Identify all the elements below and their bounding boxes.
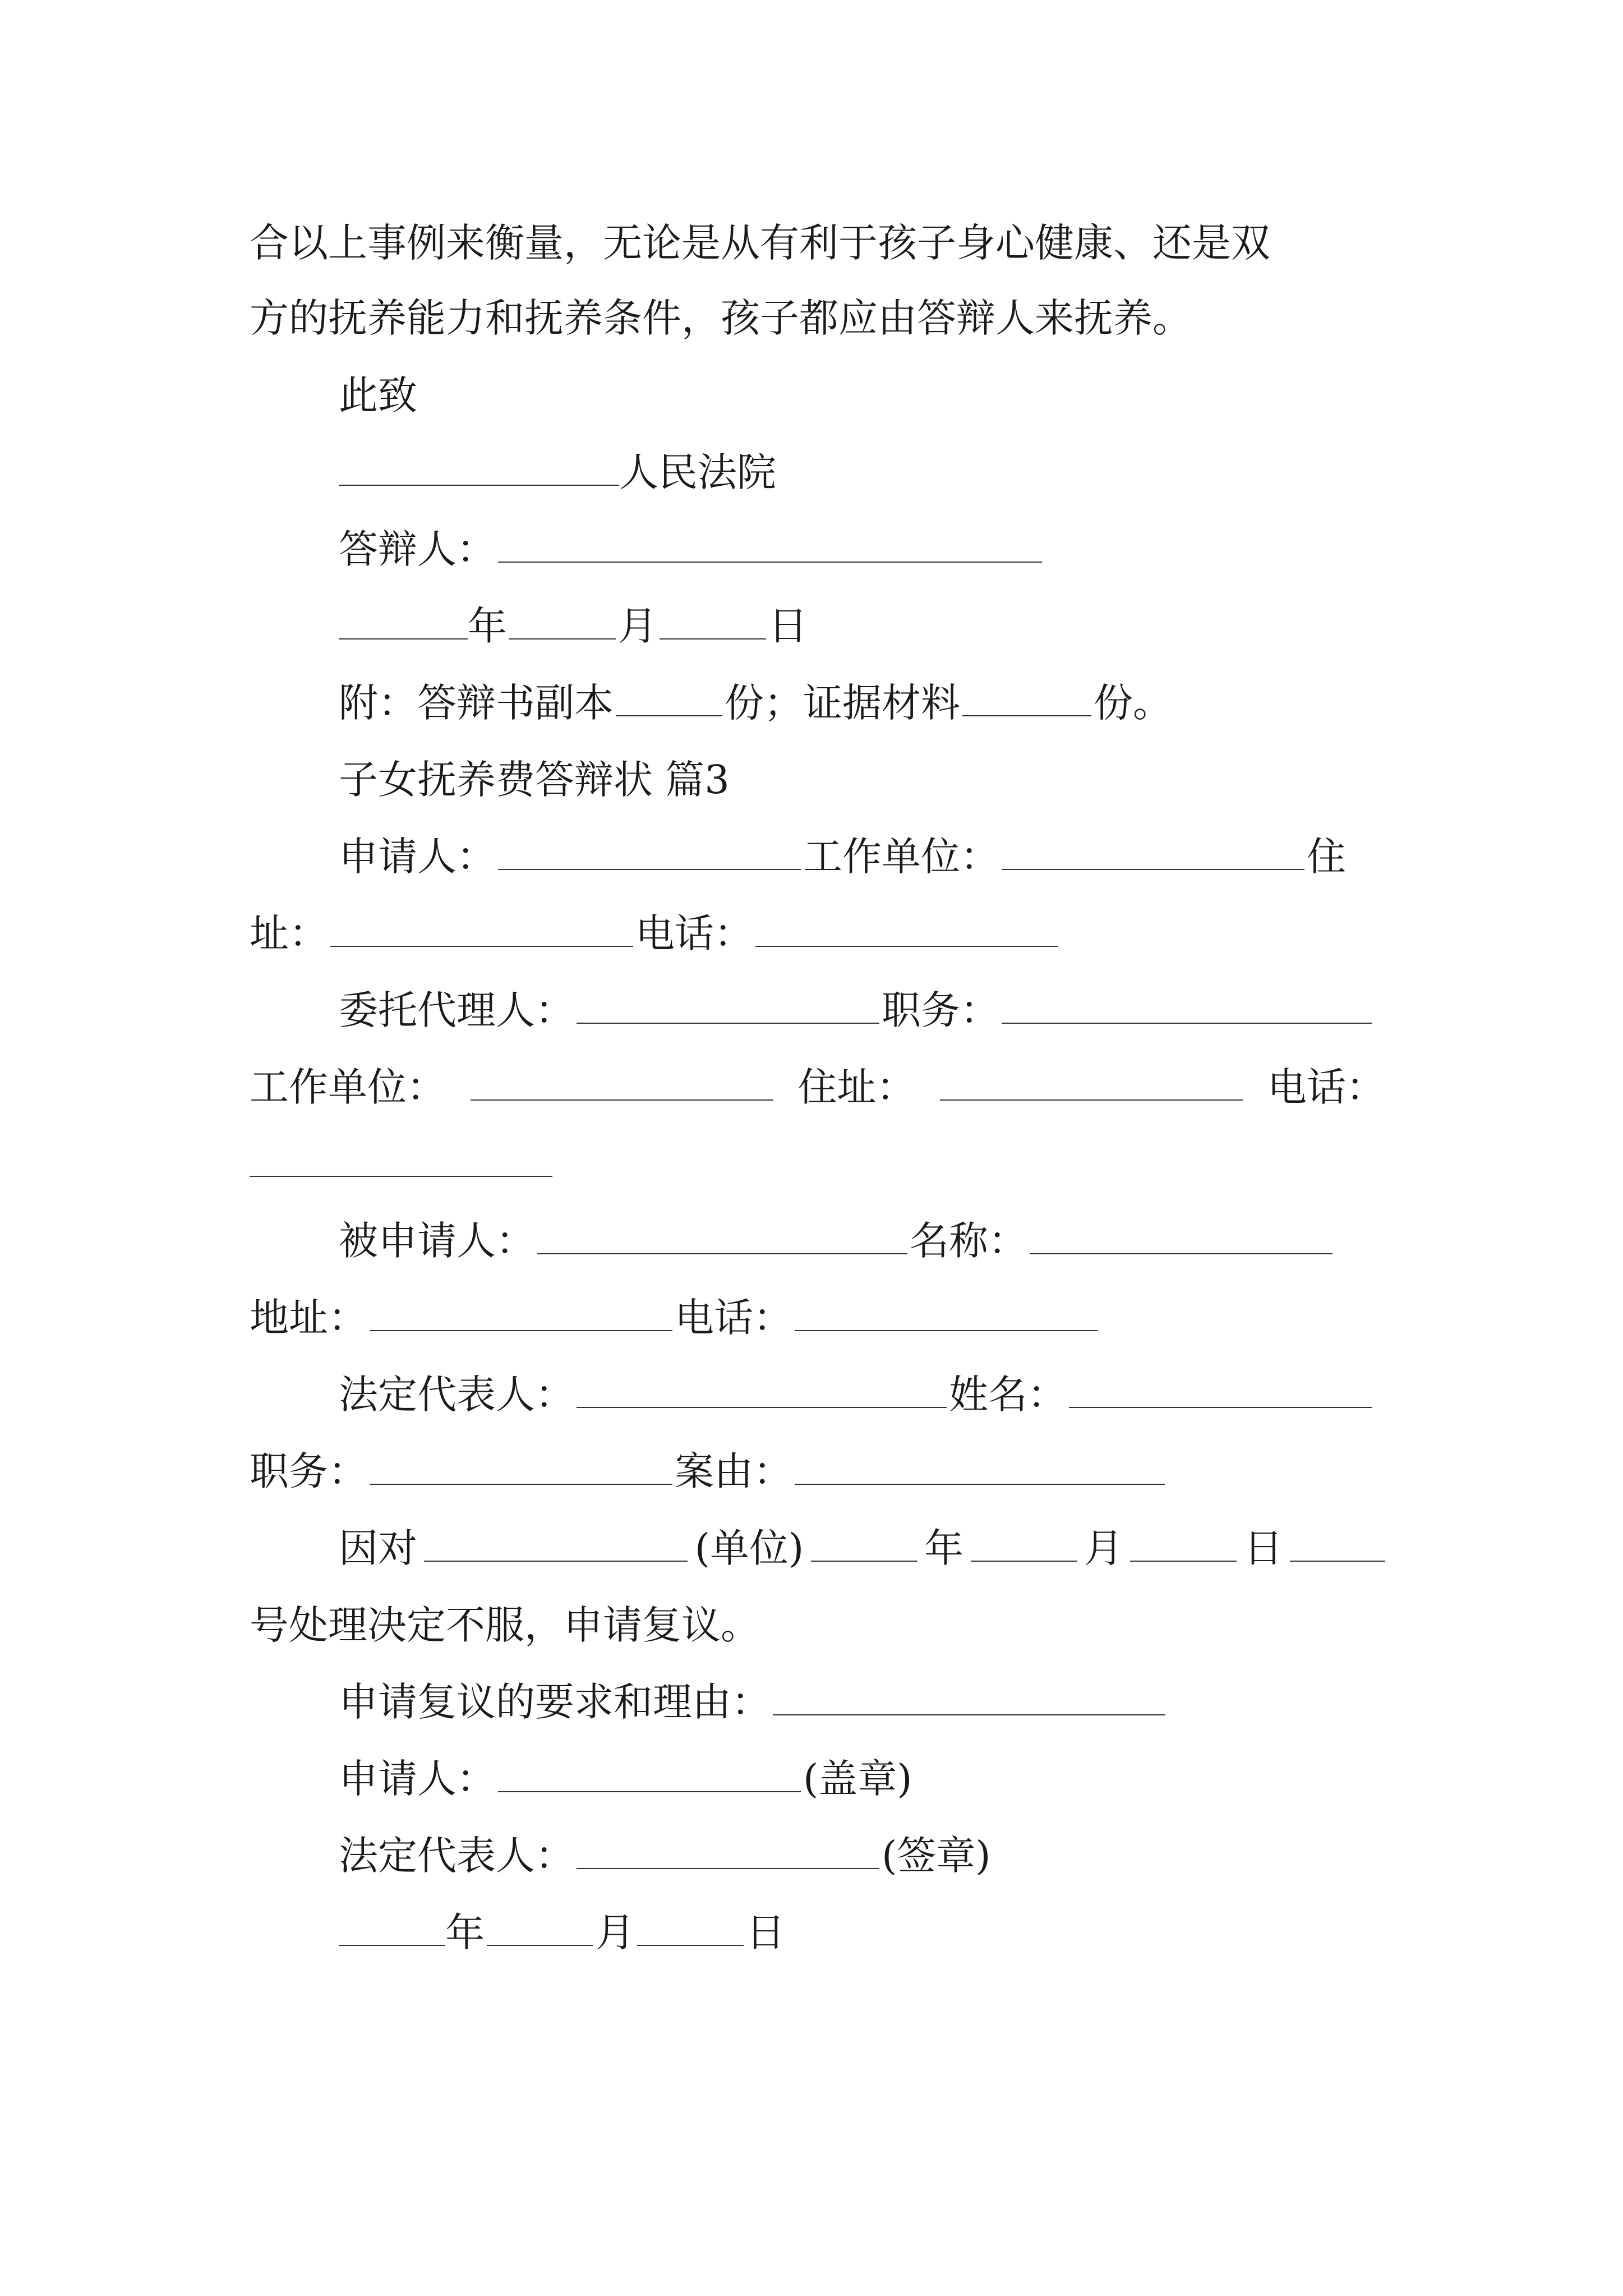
section-title-text: 子女抚养费答辩状 篇3 xyxy=(339,757,730,803)
agent-address-label: 住址： xyxy=(797,1064,916,1110)
evidence-blank[interactable] xyxy=(962,684,1091,716)
salutation-text: 此致 xyxy=(339,372,417,418)
sign-applicant-line xyxy=(339,1756,1385,1802)
court-name-blank[interactable] xyxy=(339,453,619,486)
respondent-line xyxy=(339,1218,1385,1264)
resp-address-blank[interactable] xyxy=(370,1299,672,1331)
day-label: 日 xyxy=(768,603,808,649)
decision-number-blank[interactable] xyxy=(1290,1529,1385,1562)
decision-text: 号处理决定不服，申请复议。 xyxy=(250,1602,760,1648)
agent-label: 委托代理人： xyxy=(339,987,574,1033)
rep-position-blank[interactable] xyxy=(370,1452,672,1485)
attachment-middle: 份；证据材料 xyxy=(725,680,960,726)
agent-details-line xyxy=(250,1064,1385,1110)
applicant-address-line xyxy=(250,910,1385,956)
phone-label: 电话： xyxy=(635,910,753,956)
sign-rep-label: 法定代表人： xyxy=(339,1833,574,1879)
sign-rep-blank[interactable] xyxy=(577,1837,879,1869)
because-prefix: 因对 xyxy=(339,1525,417,1571)
month-label: 月 xyxy=(618,603,657,649)
section-title xyxy=(339,757,1385,803)
address-label-part1: 住 xyxy=(1307,834,1346,880)
agent-work-unit-blank[interactable] xyxy=(471,1068,773,1101)
work-unit-blank[interactable] xyxy=(1002,838,1304,870)
work-unit-label: 工作单位： xyxy=(803,834,999,880)
sign-applicant-label: 申请人： xyxy=(339,1756,496,1802)
position-label: 职务： xyxy=(882,987,999,1033)
year-label: 年 xyxy=(468,603,507,649)
paragraph-text: 方的抚养能力和抚养条件，孩子都应由答辩人来抚养。 xyxy=(250,295,1192,341)
resp-phone-label: 电话： xyxy=(675,1295,792,1341)
paragraph-line xyxy=(250,220,1385,266)
final-year-label: 年 xyxy=(445,1910,485,1955)
decision-day-label: 日 xyxy=(1243,1525,1283,1571)
respondent-applicant-label: 被申请人： xyxy=(339,1218,535,1264)
position-blank[interactable] xyxy=(1002,991,1372,1024)
date-line xyxy=(339,603,1385,649)
agent-blank[interactable] xyxy=(577,991,879,1024)
applicant-label: 申请人： xyxy=(339,834,496,880)
court-line xyxy=(339,449,1385,495)
seal-label: (盖章) xyxy=(803,1756,912,1802)
unit-label: (单位) xyxy=(694,1525,804,1571)
attachment-line xyxy=(339,680,1385,726)
unit-blank[interactable] xyxy=(424,1529,688,1562)
agent-phone-blank[interactable] xyxy=(250,1144,552,1177)
final-month-blank[interactable] xyxy=(487,1913,593,1946)
copies-blank[interactable] xyxy=(616,684,722,716)
case-label: 案由： xyxy=(675,1448,792,1494)
applicant-line xyxy=(339,834,1385,880)
month-blank[interactable] xyxy=(509,607,616,639)
respondent-label: 答辩人： xyxy=(339,526,496,572)
rep-name-blank[interactable] xyxy=(1069,1375,1372,1408)
final-day-label: 日 xyxy=(746,1910,785,1955)
address-label-part2: 址： xyxy=(250,910,328,956)
rep-position-line xyxy=(250,1448,1385,1494)
year-blank[interactable] xyxy=(339,607,468,639)
day-blank[interactable] xyxy=(660,607,766,639)
agent-work-unit-label: 工作单位： xyxy=(250,1064,446,1110)
agent-address-blank[interactable] xyxy=(940,1068,1243,1101)
applicant-blank[interactable] xyxy=(498,838,801,870)
resp-address-label: 地址： xyxy=(250,1295,367,1341)
request-blank[interactable] xyxy=(773,1683,1165,1715)
attachment-prefix: 附：答辩书副本 xyxy=(339,680,614,726)
legal-rep-line xyxy=(339,1372,1385,1418)
request-line xyxy=(339,1679,1385,1725)
agent-line xyxy=(339,987,1385,1033)
final-year-blank[interactable] xyxy=(339,1913,445,1946)
request-label: 申请复议的要求和理由： xyxy=(339,1679,771,1725)
decision-line xyxy=(339,1525,1385,1571)
agent-phone-label: 电话： xyxy=(1267,1064,1385,1110)
name-blank[interactable] xyxy=(1030,1222,1332,1254)
respondent-address-line xyxy=(250,1295,1385,1341)
court-suffix: 人民法院 xyxy=(619,449,776,495)
final-month-label: 月 xyxy=(596,1910,635,1955)
paragraph-text: 合以上事例来衡量，无论是从有利于孩子身心健康、还是双 xyxy=(250,220,1270,266)
decision-text-line xyxy=(250,1602,1385,1648)
salutation xyxy=(339,372,1385,418)
attachment-suffix: 份。 xyxy=(1094,680,1172,726)
paragraph-line xyxy=(250,295,1385,341)
agent-phone-line xyxy=(250,1144,1385,1177)
decision-day-blank[interactable] xyxy=(1130,1529,1237,1562)
rep-position-label: 职务： xyxy=(250,1448,367,1494)
legal-rep-label: 法定代表人： xyxy=(339,1372,574,1418)
resp-phone-blank[interactable] xyxy=(795,1299,1098,1331)
address-blank[interactable] xyxy=(330,914,633,947)
case-blank[interactable] xyxy=(795,1452,1165,1485)
name-label: 名称： xyxy=(910,1218,1027,1264)
phone-blank[interactable] xyxy=(755,914,1058,947)
respondent-applicant-blank[interactable] xyxy=(537,1222,907,1254)
final-date-line xyxy=(339,1910,1385,1955)
sign-rep-line xyxy=(339,1833,1385,1879)
respondent-blank[interactable] xyxy=(498,530,1042,563)
respondent-signature-line xyxy=(339,526,1385,572)
decision-month-blank[interactable] xyxy=(971,1529,1077,1562)
rep-name-label: 姓名： xyxy=(949,1372,1067,1418)
final-day-blank[interactable] xyxy=(637,1913,744,1946)
signature-label: (签章) xyxy=(882,1833,991,1879)
sign-applicant-blank[interactable] xyxy=(498,1760,801,1792)
legal-rep-blank[interactable] xyxy=(577,1375,947,1408)
decision-year-blank[interactable] xyxy=(811,1529,917,1562)
decision-month-label: 月 xyxy=(1083,1525,1123,1571)
decision-year-label: 年 xyxy=(924,1525,964,1571)
